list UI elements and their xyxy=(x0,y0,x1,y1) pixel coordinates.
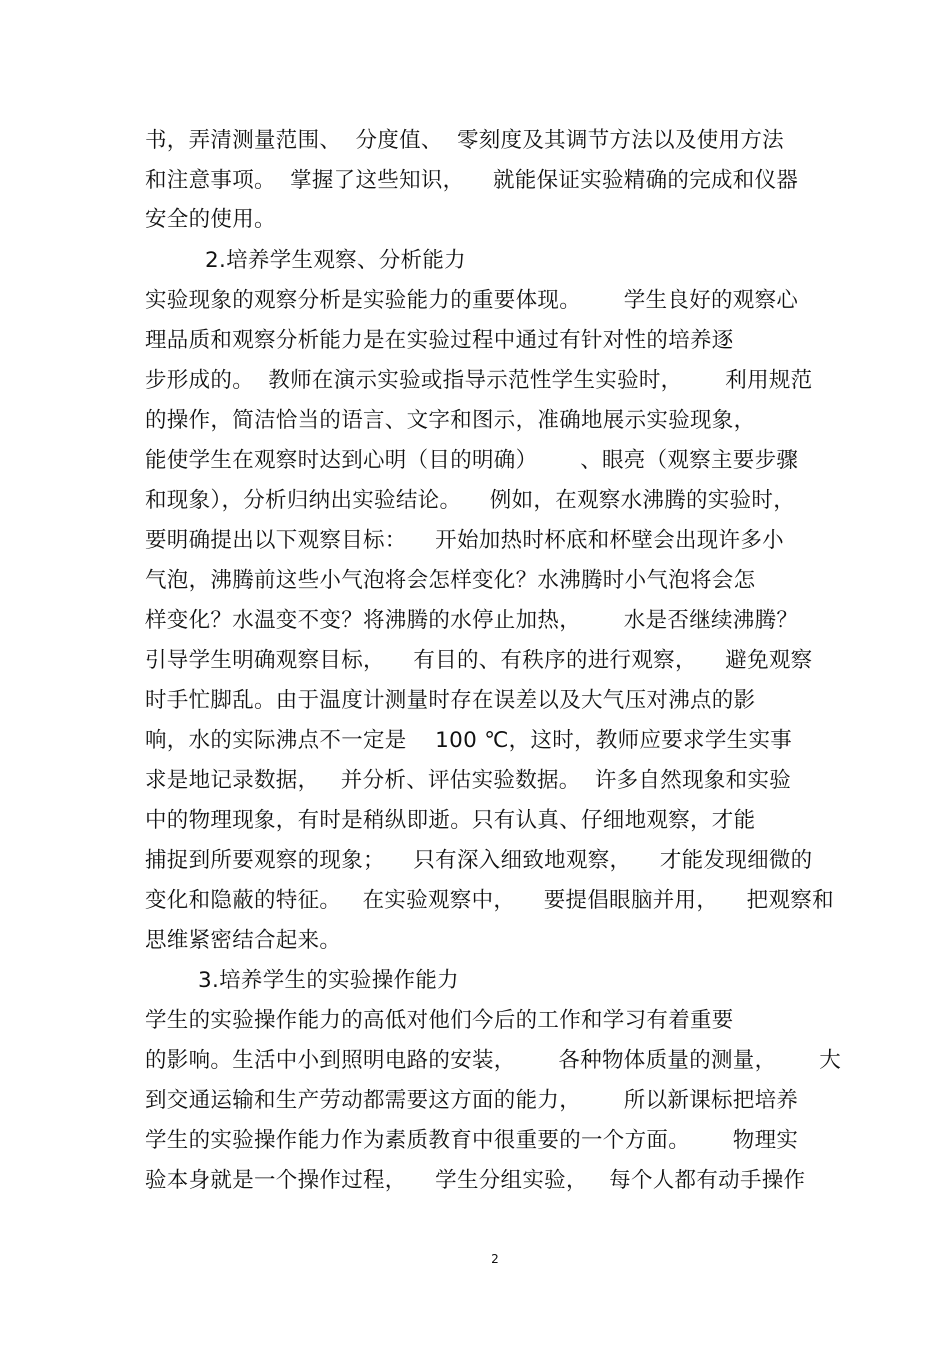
paragraph-line: 到交通运输和生产劳动都需要这方面的能力， 所以新课标把培养 xyxy=(145,1088,799,1113)
paragraph-line: 步形成的。 教师在演示实验或指导示范性学生实验时， 利用规范 xyxy=(145,368,813,393)
paragraph-line: 能使学生在观察时达到心明（目的明确） 、眼亮（观察主要步骤 xyxy=(145,448,799,473)
paragraph-line: 学生的实验操作能力的高低对他们今后的工作和学习有着重要 xyxy=(145,1008,734,1033)
paragraph-line: 时手忙脚乱。由于温度计测量时存在误差以及大气压对沸点的影 xyxy=(145,688,756,713)
paragraph-line: 的影响。生活中小到照明电路的安装， 各种物体质量的测量， 大 xyxy=(145,1048,842,1073)
paragraph-line: 和注意事项。 掌握了这些知识， 就能保证实验精确的完成和仪器 xyxy=(145,168,799,193)
paragraph-line: 气泡，沸腾前这些小气泡将会怎样变化？水沸腾时小气泡将会怎 xyxy=(145,568,756,593)
section-heading-3: 3.培养学生的实验操作能力 xyxy=(198,968,459,993)
paragraph-line: 实验现象的观察分析是实验能力的重要体现。 学生良好的观察心 xyxy=(145,288,799,313)
paragraph-line: 中的物理现象，有时是稍纵即逝。只有认真、仔细地观察，才能 xyxy=(145,808,756,833)
paragraph-line: 理品质和观察分析能力是在实验过程中通过有针对性的培养逐 xyxy=(145,328,734,353)
page-number: 2 xyxy=(491,1252,499,1266)
paragraph-line: 书，弄清测量范围、 分度值、 零刻度及其调节方法以及使用方法 xyxy=(145,128,784,153)
paragraph-line: 和现象），分析归纳出实验结论。 例如，在观察水沸腾的实验时， xyxy=(145,488,795,513)
paragraph-line: 求是地记录数据， 并分析、评估实验数据。 许多自然现象和实验 xyxy=(145,768,792,793)
paragraph-line: 思维紧密结合起来。 xyxy=(145,928,342,953)
paragraph-line: 捕捉到所要观察的现象； 只有深入细致地观察， 才能发现细微的 xyxy=(145,848,813,873)
paragraph-line: 引导学生明确观察目标， 有目的、有秩序的进行观察， 避免观察 xyxy=(145,648,813,673)
paragraph-line: 安全的使用。 xyxy=(145,207,276,232)
paragraph-line: 要明确提出以下观察目标： 开始加热时杯底和杯壁会出现许多小 xyxy=(145,528,784,553)
paragraph-line: 学生的实验操作能力作为素质教育中很重要的一个方面。 物理实 xyxy=(145,1128,799,1153)
paragraph-line: 响，水的实际沸点不一定是 100 ℃，这时，教师应要求学生实事 xyxy=(145,728,793,753)
paragraph-line: 验本身就是一个操作过程， 学生分组实验， 每个人都有动手操作 xyxy=(145,1168,806,1193)
paragraph-line: 的操作，简洁恰当的语言、文字和图示，准确地展示实验现象， xyxy=(145,408,756,433)
paragraph-line: 样变化？水温变不变？将沸腾的水停止加热， 水是否继续沸腾？ xyxy=(145,608,799,633)
section-heading-2: 2.培养学生观察、分析能力 xyxy=(205,248,466,273)
paragraph-line: 变化和隐蔽的特征。 在实验观察中， 要提倡眼脑并用， 把观察和 xyxy=(145,888,834,913)
